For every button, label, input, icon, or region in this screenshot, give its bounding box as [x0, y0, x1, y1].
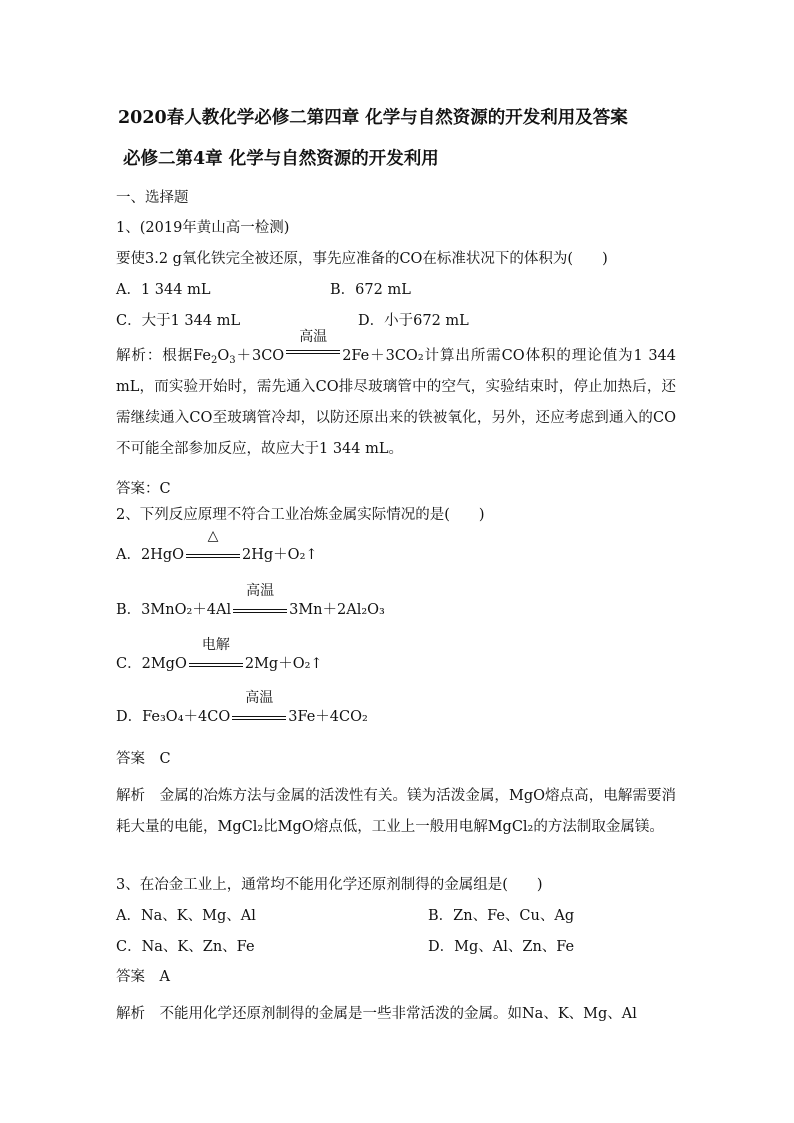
- q3-analysis: 解析 不能用化学还原剂制得的金属是一些非常活泼的金属。如Na、K、Mg、Al: [116, 1006, 637, 1022]
- q1-number: 1、: [116, 220, 140, 236]
- q1-option-a: A．1 344 mL: [116, 282, 211, 298]
- reaction-condition: 电解: [201, 637, 230, 653]
- products: 3Fe＋4CO₂: [288, 709, 368, 725]
- reactants: 3MnO₂＋4Al: [141, 602, 232, 618]
- chapter-subtitle: 必修二第4章 化学与自然资源的开发利用: [123, 149, 439, 169]
- equals-arrow: [286, 329, 340, 361]
- page-title: 2020春人教化学必修二第四章 化学与自然资源的开发利用及答案: [118, 108, 628, 128]
- q1-analysis-body: 2Fe＋3CO₂计算出所需CO体积的理论值为1 344 mL，而实验开始时，需先通入CO排尽玻璃管中的空气，实验结束时，停止加热后，还需继续通入CO至玻璃管冷却，以防还原出来的铁被氧化，另外，还应考虑到通入的CO不可能全部参加反应，故应大于1 344 mL。: [116, 348, 676, 457]
- q2-analysis: 解析 金属的冶炼方法与金属的活泼性有关。镁为活泼金属，MgO熔点高，电解需要消耗大量的电能，MgCl₂比MgO熔点低，工业上一般用电解MgCl₂的方法制取金属镁。: [116, 788, 676, 835]
- reaction-condition: 高温: [246, 583, 275, 599]
- reactants: Fe₃O₄＋4CO: [142, 709, 231, 725]
- q1-answer: 答案：C: [116, 481, 171, 497]
- q1-source: (2019年黄山高一检测): [139, 220, 290, 236]
- option-label: D．: [116, 709, 143, 725]
- q3-option-d: D．Mg、Al、Zn、Fe: [428, 939, 575, 955]
- q1-analysis: 解析：根据$Fe_2O_3+3CO$ 高温 2Fe＋3CO₂计算出所需CO体积的理论值为1 344 mL，而实验开始时，需先通入CO排尽玻璃管中的空气，实验结束时，停止加热后，还需继续通入CO至玻璃管冷却，以防还原出来的铁被氧化，另外，还应考虑到通入的CO不可能全部参加反应，故应大于1 344 mL。: [116, 341, 676, 465]
- q3-answer: 答案 A: [116, 969, 170, 985]
- equals-arrow: [232, 690, 286, 727]
- section-heading: 一、选择题: [116, 190, 189, 206]
- option-label: A．: [116, 547, 141, 563]
- q1-stem: 要使3.2 g氧化铁完全被还原，事先应准备的CO在标准状况下的体积为( ): [116, 251, 608, 267]
- equals-arrow: [233, 583, 287, 620]
- option-label: B．: [116, 602, 142, 618]
- reactants: 2HgO: [140, 547, 185, 563]
- q2-option-a: [116, 528, 318, 565]
- reaction-condition: 高温: [299, 329, 328, 345]
- q2-option-c: [116, 637, 323, 674]
- q3-option-c: C．Na、K、Zn、Fe: [116, 939, 255, 955]
- q3-option-b: B．Zn、Fe、Cu、Ag: [428, 908, 575, 924]
- q1-header: [116, 218, 289, 238]
- q1-analysis-prefix: 解析：根据Fe: [116, 348, 211, 364]
- reactants: 2MgO: [141, 656, 187, 672]
- equals-arrow: [186, 528, 240, 565]
- q2-option-d: [116, 690, 368, 727]
- option-label: C．: [116, 656, 142, 672]
- equals-arrow: [189, 637, 243, 674]
- q1-option-c: C．大于1 344 mL: [116, 313, 241, 329]
- q2-option-b: [116, 583, 385, 620]
- reaction-condition: 高温: [245, 690, 274, 706]
- products: 2Mg＋O₂↑: [244, 656, 323, 672]
- q3-option-a: A．Na、K、Mg、Al: [116, 908, 256, 924]
- products: 3Mn＋2Al₂O₃: [289, 602, 385, 618]
- q1-option-d: D．小于672 mL: [358, 313, 469, 329]
- reaction-condition: △: [207, 528, 219, 544]
- products: 2Hg＋O₂↑: [242, 547, 318, 563]
- q3-stem: 3、在冶金工业上，通常均不能用化学还原剂制得的金属组是( ): [116, 877, 543, 893]
- q1-option-b: B．672 mL: [330, 282, 411, 298]
- q2-stem: 2、下列反应原理不符合工业冶炼金属实际情况的是( ): [116, 507, 485, 523]
- q2-answer: 答案 C: [116, 751, 171, 767]
